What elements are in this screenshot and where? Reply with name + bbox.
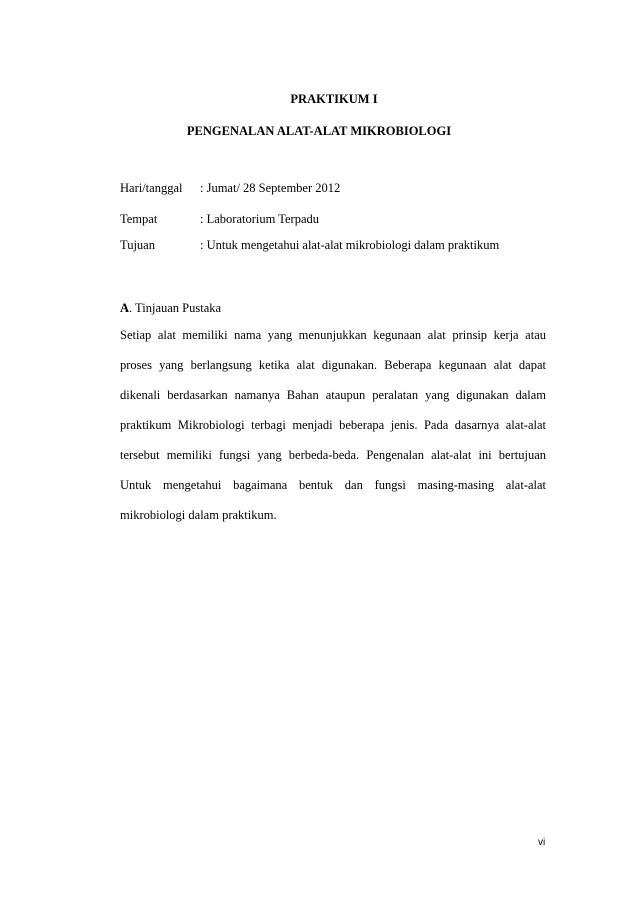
section-title: . Tinjauan Pustaka [129, 301, 222, 315]
info-value: : Jumat/ 28 September 2012 [200, 181, 341, 195]
section-letter: A [120, 301, 130, 315]
info-row-date [120, 181, 340, 196]
info-label: Tempat [120, 212, 158, 226]
paragraph-line: praktikum Mikrobiologi terbagi menjadi beberapa jenis. Pada dasarnya alat-alat [120, 418, 546, 432]
paragraph-line: mikrobiologi dalam praktikum. [120, 508, 277, 522]
section-heading [120, 301, 221, 316]
paragraph-line: Untuk mengetahui bagaimana bentuk dan fungsi masing-masing alat-alat [120, 478, 546, 492]
document-subtitle: PENGENALAN ALAT-ALAT MIKROBIOLOGI [186, 124, 452, 138]
page-number: vi [538, 837, 546, 848]
info-value: : Laboratorium Terpadu [200, 212, 319, 226]
paragraph-line: proses yang berlangsung ketika alat digunakan. Beberapa kegunaan alat dapat [120, 358, 546, 372]
paragraph-line: tersebut memiliki fungsi yang berbeda-beda. Pengenalan alat-alat ini bertujuan [120, 448, 546, 462]
info-value: : Untuk mengetahui alat-alat mikrobiologi dalam praktikum [200, 238, 500, 252]
document-title: PRAKTIKUM I [290, 92, 378, 106]
info-label: Tujuan [120, 238, 155, 252]
info-label: Hari/tanggal [120, 181, 183, 195]
paragraph-line: Setiap alat memiliki nama yang menunjukkan kegunaan alat prinsip kerja atau [120, 328, 546, 342]
info-row-purpose [120, 238, 499, 253]
info-row-place [120, 212, 319, 227]
paragraph-line: dikenali berdasarkan namanya Bahan ataupun peralatan yang digunakan dalam [120, 388, 546, 402]
